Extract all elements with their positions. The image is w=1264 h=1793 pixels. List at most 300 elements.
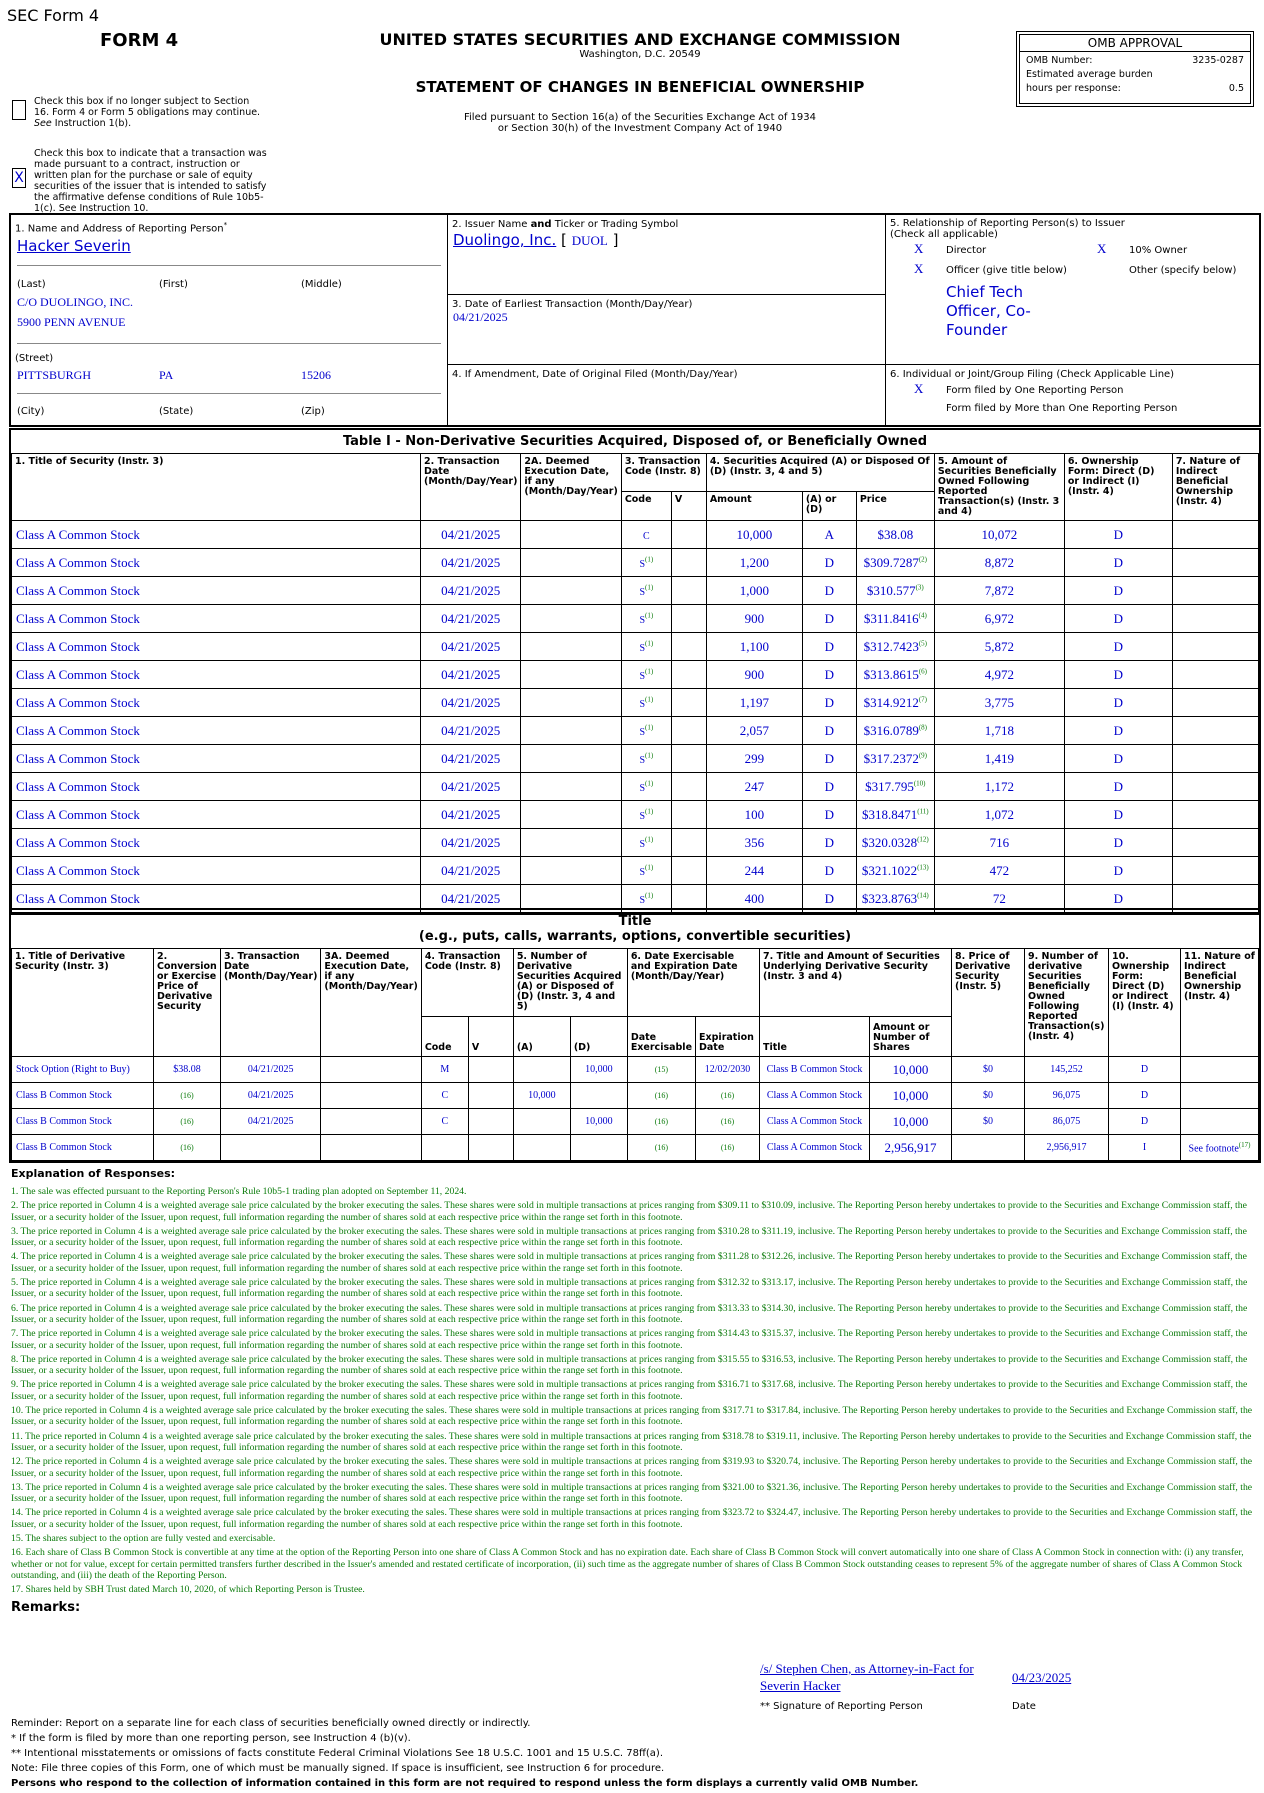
t1-code-value: S [639, 614, 645, 626]
t1-amount-cell: 100 [706, 801, 802, 829]
t2-v-cell [468, 1135, 513, 1161]
t1-nature-cell [1172, 577, 1258, 605]
t1-owned-cell: 5,872 [934, 633, 1064, 661]
t1-nature-cell [1172, 521, 1258, 549]
t1-code-footnote: (1) [645, 583, 654, 592]
t1-ad-cell: D [802, 717, 856, 745]
t1-deemed-cell [521, 801, 621, 829]
earliest-date: 04/21/2025 [453, 310, 508, 324]
t1-ad-cell: D [802, 605, 856, 633]
table1-title: Table I - Non-Derivative Securities Acquired, Disposed of, or Beneficially Owned [342, 434, 928, 449]
table2-container [9, 908, 1261, 1163]
t1-code-footnote: (1) [645, 639, 654, 648]
t1-amount-cell: 900 [706, 605, 802, 633]
checkbox-10b5-1-text: Check this box to indicate that a transaction was made pursuant to a contract, instruction or written plan for the purchase or sale of equity securities of the issuer that is intended to satisfy the affirmative defense conditions of Rule 10b5-1(c). See Instruction 10. [34, 148, 267, 214]
t1-title-cell: Class A Common Stock [12, 829, 421, 857]
t1-price-footnote: (2) [918, 555, 928, 564]
t1-v-cell [671, 633, 706, 661]
t1-nature-cell [1172, 857, 1258, 885]
t1-price-cell [856, 661, 934, 689]
form-title: FORM 4 [100, 30, 179, 51]
t2-h3: 3. Transaction Date (Month/Day/Year) [221, 949, 321, 1057]
t1-nature-cell [1172, 745, 1258, 773]
t1-date-cell: 04/21/2025 [421, 605, 521, 633]
t1-owned-cell: 1,718 [934, 717, 1064, 745]
t2-h4: 4. Transaction Code (Instr. 8) [421, 949, 513, 1017]
agency-city: Washington, D.C. 20549 [579, 49, 701, 60]
t1-v-cell [671, 689, 706, 717]
table1-row [12, 829, 1259, 857]
t2-code: Code [421, 1017, 468, 1057]
t1-v-cell [671, 829, 706, 857]
t2-h9: 9. Number of derivative Securities Beneficially Owned Following Reported Transaction(s) (Instr. 4) [1025, 949, 1109, 1057]
t1-v-cell [671, 717, 706, 745]
t1-price-cell [856, 605, 934, 633]
table1-row [12, 857, 1259, 885]
t2-date-cell [221, 1135, 321, 1161]
t1-code-footnote: (1) [645, 891, 654, 900]
footnote-item: 9. The price reported in Column 4 is a weighted average sale price calculated by the broker executing the sales. These shares were sold in multiple transactions at prices ranging from $316.71 to $317.68, inclusive. The Reporting Person hereby undertakes to provide to the Securities and Exchange Commission staff, the Issuer, or a security holder of the Issuer, upon request, full information regarding the number of shares sold at each respective price within the range set forth in this footnote. [11, 1379, 1248, 1402]
t2-v-cell [468, 1109, 513, 1135]
t1-code-footnote: (1) [645, 863, 654, 872]
t2-deemed-cell [321, 1057, 421, 1083]
omb-burden-label: Estimated average burden [1026, 69, 1153, 80]
t1-code-footnote: (1) [645, 751, 654, 760]
filing-one-label: Form filed by One Reporting Person [946, 385, 1124, 396]
footnote-item: 7. The price reported in Column 4 is a weighted average sale price calculated by the broker executing the sales. These shares were sold in multiple transactions at prices ranging from $314.43 to $315.37, inclusive. The Reporting Person hereby undertakes to provide to the Securities and Exchange Commission staff, the Issuer, or a security holder of the Issuer, upon request, full information regarding the number of shares sold at each respective price within the range set forth in this footnote. [11, 1328, 1248, 1351]
t1-code: Code [621, 492, 671, 521]
footnote-item: 8. The price reported in Column 4 is a weighted average sale price calculated by the broker executing the sales. These shares were sold in multiple transactions at prices ranging from $315.55 to $316.53, inclusive. The Reporting Person hereby undertakes to provide to the Securities and Exchange Commission staff, the Issuer, or a security holder of the Issuer, upon request, full information regarding the number of shares sold at each respective price within the range set forth in this footnote. [11, 1353, 1248, 1377]
checkbox-10b5-1[interactable]: X [12, 168, 26, 188]
t2-title: Title [760, 1017, 870, 1057]
t1-form-cell: D [1064, 549, 1172, 577]
t1-price-cell [856, 633, 934, 661]
t1-amount-cell: 244 [706, 857, 802, 885]
t2-h3a: 3A. Deemed Execution Date, if any (Month/Day/Year) [321, 949, 421, 1057]
filing-more-label: Form filed by More than One Reporting Person [946, 403, 1178, 414]
table1-row [12, 801, 1259, 829]
t1-ad-cell: D [802, 549, 856, 577]
t1-code-value: S [639, 810, 645, 822]
t1-date-cell: 04/21/2025 [421, 549, 521, 577]
t2-uamt-cell: 2,956,917 [870, 1135, 952, 1161]
t1-date-cell: 04/21/2025 [421, 745, 521, 773]
t1-code-cell [621, 745, 671, 773]
last-label: (Last) [17, 279, 46, 290]
footnote-item: 1. The sale was effected pursuant to the Reporting Person's Rule 10b5-1 trading plan adopted on September 11, 2024. [11, 1186, 467, 1197]
t1-amount-cell: 900 [706, 661, 802, 689]
zip-label: (Zip) [301, 406, 325, 417]
t1-price-value: $316.0789 [863, 722, 919, 738]
t1-price-cell [856, 521, 934, 549]
t1-price-footnote: (12) [917, 835, 929, 844]
amendment-box [448, 365, 886, 425]
footnote-item: 12. The price reported in Column 4 is a weighted average sale price calculated by the broker executing the sales. These shares were sold in multiple transactions at prices ranging from $319.93 to $320.74, inclusive. The Reporting Person hereby undertakes to provide to the Securities and Exchange Commission staff, the Issuer, or a security holder of the Issuer, upon request, full information regarding the number of shares sold at each respective price within the range set forth in this footnote. [11, 1456, 1253, 1479]
t1-code-value: C [642, 530, 650, 542]
t1-code-value: S [639, 586, 645, 598]
t1-v-cell [671, 801, 706, 829]
t1-date-cell: 04/21/2025 [421, 661, 521, 689]
t1-date-cell: 04/21/2025 [421, 521, 521, 549]
t1-price-value: $312.7423 [863, 638, 919, 654]
t1-code-value: S [639, 838, 645, 850]
t2-form-cell: I [1109, 1135, 1181, 1161]
t2-code-cell [421, 1135, 468, 1161]
table1-row [12, 773, 1259, 801]
t1-form-cell: D [1064, 633, 1172, 661]
date-label: Date [1012, 1701, 1036, 1712]
t1-v: V [671, 492, 706, 521]
t1-amount-cell: 1,200 [706, 549, 802, 577]
officer-label: Officer (give title below) [946, 265, 1067, 276]
issuer-ticker: DUOL [571, 233, 608, 248]
t1-price-footnote: (6) [918, 667, 928, 676]
t2-price-cell: $0 [952, 1057, 1025, 1083]
table1-row [12, 661, 1259, 689]
t1-code-value: S [639, 782, 645, 794]
first-label: (First) [159, 279, 188, 290]
t1-v-cell [671, 857, 706, 885]
t1-title-cell: Class A Common Stock [12, 633, 421, 661]
top-label: SEC Form 4 [7, 6, 100, 25]
omb-title: OMB APPROVAL [1020, 35, 1250, 52]
t1-form-cell: D [1064, 577, 1172, 605]
address-line2: 5900 PENN AVENUE [17, 315, 126, 329]
footnote-item: 4. The price reported in Column 4 is a weighted average sale price calculated by the broker executing the sales. These shares were sold in multiple transactions at prices ranging from $311.28 to $312.26, inclusive. The Reporting Person hereby undertakes to provide to the Securities and Exchange Commission staff, the Issuer, or a security holder of the Issuer, upon request, full information regarding the number of shares sold at each respective price within the range set forth in this footnote. [11, 1251, 1247, 1274]
t2-date-ex: Date Exercisable [627, 1017, 695, 1057]
explanation-section [11, 1167, 1256, 1615]
t2-amt: Amount or Number of Shares [870, 1017, 952, 1057]
reporting-info-section [9, 213, 1261, 427]
t1-code-value: S [639, 642, 645, 654]
t1-owned-cell: 7,872 [934, 577, 1064, 605]
t1-nature-cell [1172, 661, 1258, 689]
t1-code-footnote: (1) [645, 723, 654, 732]
t1-owned-cell: 1,072 [934, 801, 1064, 829]
table1-row [12, 521, 1259, 549]
t2-price-cell: $0 [952, 1083, 1025, 1109]
state-label: (State) [159, 406, 194, 417]
t2-a: (A) [513, 1017, 570, 1057]
t2-h5: 5. Number of Derivative Securities Acquired (A) or Disposed of (D) (Instr. 3, 4 and 5) [513, 949, 627, 1017]
t1-code-cell [621, 521, 671, 549]
t1-owned-cell: 1,172 [934, 773, 1064, 801]
t1-amount-cell: 356 [706, 829, 802, 857]
t2-d: (D) [570, 1017, 627, 1057]
t1-form-cell: D [1064, 661, 1172, 689]
t1-price-cell [856, 745, 934, 773]
t2-uamt-cell: 10,000 [870, 1109, 952, 1135]
signature-label: ** Signature of Reporting Person [760, 1701, 923, 1712]
t1-nature-cell [1172, 605, 1258, 633]
t1-ad-cell: D [802, 633, 856, 661]
footnote-item: 3. The price reported in Column 4 is a weighted average sale price calculated by the broker executing the sales. These shares were sold in multiple transactions at prices ranging from $310.28 to $311.19, inclusive. The Reporting Person hereby undertakes to provide to the Securities and Exchange Commission staff, the Issuer, or a security holder of the Issuer, upon request, full information regarding the number of shares sold at each respective price within the range set forth in this footnote. [11, 1225, 1247, 1249]
t1-nature-cell [1172, 633, 1258, 661]
t1-h2a: 2A. Deemed Execution Date, if any (Month/Day/Year) [521, 454, 621, 521]
t1-deemed-cell [521, 773, 621, 801]
table1-row [12, 717, 1259, 745]
t1-form-cell: D [1064, 773, 1172, 801]
t1-price-value: $320.0328 [861, 834, 918, 850]
t1-owned-cell: 3,775 [934, 689, 1064, 717]
t1-title-cell: Class A Common Stock [12, 661, 421, 689]
filing-one-x: X [914, 381, 924, 396]
owner10-label: 10% Owner [1129, 245, 1188, 256]
reporting-person-name[interactable]: Hacker Severin [17, 237, 131, 255]
t1-h6: 6. Ownership Form: Direct (D) or Indirect (I) (Instr. 4) [1064, 454, 1172, 521]
table2-row [12, 1135, 1259, 1161]
footnote-item: 13. The price reported in Column 4 is a weighted average sale price calculated by the broker executing the sales. These shares were sold in multiple transactions at prices ranging from $321.00 to $321.36, inclusive. The Reporting Person hereby undertakes to provide to the Securities and Exchange Commission staff, the Issuer, or a security holder of the Issuer, upon request, full information regarding the number of shares sold at each respective price within the range set forth in this footnote. [11, 1481, 1253, 1505]
t2-conv-cell: (16) [154, 1109, 221, 1135]
t1-code-value: S [639, 698, 645, 710]
t1-deemed-cell [521, 829, 621, 857]
t1-price-cell [856, 577, 934, 605]
director-label: Director [946, 245, 987, 256]
footnote-item: 15. The shares subject to the option are fully vested and exercisable. [11, 1533, 276, 1545]
t1-ad-cell: D [802, 857, 856, 885]
t1-code-value: S [639, 866, 645, 878]
t2-form-cell: D [1109, 1109, 1181, 1135]
t1-deemed-cell [521, 521, 621, 549]
t1-owned-cell: 8,872 [934, 549, 1064, 577]
t2-owned-cell: 145,252 [1025, 1057, 1109, 1083]
t1-code-cell [621, 717, 671, 745]
t2-utitle-cell: Class A Common Stock [760, 1109, 870, 1135]
t1-price-cell [856, 801, 934, 829]
t1-ad-cell: D [802, 773, 856, 801]
t1-price-cell [856, 549, 934, 577]
t2-title-cell: Class B Common Stock [12, 1083, 154, 1109]
t1-price-cell [856, 829, 934, 857]
t1-h7: 7. Nature of Indirect Beneficial Ownership (Instr. 4) [1172, 454, 1258, 521]
footnote-item: 11. The price reported in Column 4 is a weighted average sale price calculated by the broker executing the sales. These shares were sold in multiple transactions at prices ranging from $318.78 to $319.11, inclusive. The Reporting Person hereby undertakes to provide to the Securities and Exchange Commission staff, the Issuer, or a security holder of the Issuer, upon request, full information regarding the number of shares sold at each respective price within the range set forth in this footnote. [11, 1430, 1252, 1453]
t1-form-cell: D [1064, 605, 1172, 633]
t2-conv-cell: (16) [154, 1083, 221, 1109]
t1-h4: 4. Securities Acquired (A) or Disposed Of (D) (Instr. 3, 4 and 5) [706, 454, 934, 492]
t1-ad-cell: D [802, 577, 856, 605]
t1-price-cell [856, 717, 934, 745]
t1-code-footnote: (1) [645, 667, 654, 676]
t1-form-cell: D [1064, 521, 1172, 549]
t2-nature-cell [1181, 1057, 1259, 1083]
t2-code-cell: C [421, 1109, 468, 1135]
t2-dex-cell: (15) [627, 1057, 695, 1083]
table1-row [12, 633, 1259, 661]
t1-code-cell [621, 689, 671, 717]
t1-h1: 1. Title of Security (Instr. 3) [12, 454, 421, 521]
t2-conv-cell: (16) [154, 1135, 221, 1161]
t1-title-cell: Class A Common Stock [12, 857, 421, 885]
t1-date-cell: 04/21/2025 [421, 885, 521, 913]
omb-number: 3235-0287 [1192, 55, 1244, 66]
t1-deemed-cell [521, 857, 621, 885]
t1-amount-cell: 10,000 [706, 521, 802, 549]
t1-code-cell [621, 549, 671, 577]
checkbox-section16-text: Check this box if no longer subject to Section 16. Form 4 or Form 5 obligations may continue. See Instruction 1(b). [34, 96, 261, 129]
t1-v-cell [671, 661, 706, 689]
t1-deemed-cell [521, 577, 621, 605]
earliest-label: 3. Date of Earliest Transaction (Month/Day/Year) [452, 299, 693, 310]
t2-dex-cell: (16) [627, 1109, 695, 1135]
t2-code-cell: M [421, 1057, 468, 1083]
t2-exp-cell: 12/02/2030 [696, 1057, 760, 1083]
t1-aord: (A) or (D) [802, 492, 856, 521]
t1-date-cell: 04/21/2025 [421, 829, 521, 857]
zip-value: 15206 [301, 368, 331, 382]
t1-amount-cell: 400 [706, 885, 802, 913]
t2-price-cell: $0 [952, 1109, 1025, 1135]
t2-h1: 1. Title of Derivative Security (Instr. 3) [12, 949, 154, 1057]
footnote-item: 17. Shares held by SBH Trust dated March 10, 2020, of which Reporting Person is Trustee. [11, 1584, 365, 1596]
t2-exp: Expiration Date [696, 1017, 760, 1057]
officer-title: Chief Tech Officer, Co-Founder [946, 283, 1031, 339]
other-label: Other (specify below) [1129, 265, 1237, 276]
t2-h11: 11. Nature of Indirect Beneficial Ownership (Instr. 4) [1181, 949, 1259, 1057]
t1-price-value: $311.8416 [863, 610, 919, 626]
table2-row [12, 1109, 1259, 1135]
t1-price-value: $317.2372 [863, 750, 919, 766]
t2-utitle-cell: Class B Common Stock [760, 1057, 870, 1083]
t2-date-cell: 04/21/2025 [221, 1057, 321, 1083]
t1-code-cell [621, 801, 671, 829]
t1-v-cell [671, 605, 706, 633]
t2-exp-cell: (16) [696, 1109, 760, 1135]
t2-d-cell: 10,000 [570, 1109, 627, 1135]
t1-price-footnote: (8) [918, 723, 928, 732]
t1-owned-cell: 716 [934, 829, 1064, 857]
table2-title: Title (e.g., puts, calls, warrants, options, convertible securities) [418, 914, 852, 944]
t2-exp-cell: (16) [696, 1083, 760, 1109]
bottom-notes [11, 1716, 1256, 1791]
t1-code-cell [621, 857, 671, 885]
t1-title-cell: Class A Common Stock [12, 801, 421, 829]
footnote-item: 5. The price reported in Column 4 is a weighted average sale price calculated by the broker executing the sales. These shares were sold in multiple transactions at prices ranging from $312.32 to $313.17, inclusive. The Reporting Person hereby undertakes to provide to the Securities and Exchange Commission staff, the Issuer, or a security holder of the Issuer, upon request, full information regarding the number of shares sold at each respective price within the range set forth in this footnote. [11, 1277, 1248, 1300]
t1-price-footnote: (9) [918, 751, 928, 760]
issuer-box [448, 215, 886, 295]
t1-owned-cell: 72 [934, 885, 1064, 913]
t1-title-cell: Class A Common Stock [12, 885, 421, 913]
footnote-item: 2. The price reported in Column 4 is a weighted average sale price calculated by the broker executing the sales. These shares were sold in multiple transactions at prices ranging from $309.11 to $310.09, inclusive. The Reporting Person hereby undertakes to provide to the Securities and Exchange Commission staff, the Issuer, or a security holder of the Issuer, upon request, full information regarding the number of shares sold at each respective price within the range set forth in this footnote. [11, 1200, 1247, 1223]
t1-code-footnote: (1) [645, 779, 654, 788]
footnote-item: 14. The price reported in Column 4 is a weighted average sale price calculated by the broker executing the sales. These shares were sold in multiple transactions at prices ranging from $323.72 to $324.47, inclusive. The Reporting Person hereby undertakes to provide to the Securities and Exchange Commission staff, the Issuer, or a security holder of the Issuer, upon request, full information regarding the number of shares sold at each respective price within the range set forth in this footnote. [11, 1507, 1253, 1530]
t2-utitle-cell: Class A Common Stock [760, 1135, 870, 1161]
relationship-box [886, 215, 1259, 365]
omb-number-label: OMB Number: [1026, 55, 1093, 66]
bottom-note-bold: Persons who respond to the collection of information contained in this form are not required to respond unless the form displays a currently valid OMB Number. [11, 1778, 919, 1789]
t1-title-cell: Class A Common Stock [12, 577, 421, 605]
t1-deemed-cell [521, 549, 621, 577]
t1-nature-cell [1172, 829, 1258, 857]
t2-v-cell [468, 1083, 513, 1109]
t1-price-value: $310.577 [866, 582, 916, 598]
t1-nature-cell [1172, 549, 1258, 577]
t1-price-footnote: (13) [917, 863, 929, 872]
t1-v-cell [671, 549, 706, 577]
t1-ad-cell: D [802, 689, 856, 717]
t1-code-cell [621, 773, 671, 801]
t1-title-cell: Class A Common Stock [12, 717, 421, 745]
t1-code-cell [621, 633, 671, 661]
t2-date-cell: 04/21/2025 [221, 1083, 321, 1109]
table1-container [9, 428, 1261, 915]
t2-title-cell: Class B Common Stock [12, 1109, 154, 1135]
t2-v: V [468, 1017, 513, 1057]
t1-code-value: S [639, 670, 645, 682]
t1-form-cell: D [1064, 801, 1172, 829]
t1-price-footnote: (10) [913, 779, 926, 788]
t2-deemed-cell [321, 1109, 421, 1135]
t2-nature-cell [1181, 1083, 1259, 1109]
issuer-name[interactable]: Duolingo, Inc. [453, 231, 557, 249]
t2-exp-cell: (16) [696, 1135, 760, 1161]
t2-uamt-cell: 10,000 [870, 1083, 952, 1109]
t1-amount-cell: 1,100 [706, 633, 802, 661]
t1-deemed-cell [521, 745, 621, 773]
t2-title-cell: Stock Option (Right to Buy) [12, 1057, 154, 1083]
t2-nature-value: See footnote [1188, 1143, 1239, 1155]
t1-code-value: S [639, 726, 645, 738]
t2-form-cell: D [1109, 1083, 1181, 1109]
t1-owned-cell: 472 [934, 857, 1064, 885]
checkbox-section16[interactable] [12, 100, 26, 123]
t1-nature-cell [1172, 773, 1258, 801]
owner10-x: X [1097, 241, 1107, 256]
t1-code-value: S [639, 754, 645, 766]
remarks-title: Remarks: [11, 1599, 81, 1615]
t1-owned-cell: 4,972 [934, 661, 1064, 689]
t1-h5: 5. Amount of Securities Beneficially Owned Following Reported Transaction(s) (Instr. 3 and 4) [934, 454, 1064, 521]
t1-date-cell: 04/21/2025 [421, 773, 521, 801]
t1-price-footnote: (3) [915, 583, 924, 592]
t2-h6: 6. Date Exercisable and Expiration Date (Month/Day/Year) [627, 949, 759, 1017]
t1-price-footnote: (7) [918, 695, 928, 704]
filing-box [886, 365, 1259, 425]
t1-date-cell: 04/21/2025 [421, 577, 521, 605]
t2-d-cell [570, 1135, 627, 1161]
t2-a-cell [513, 1057, 570, 1083]
t1-v-cell [671, 773, 706, 801]
t1-date-cell: 04/21/2025 [421, 857, 521, 885]
t1-ad-cell: D [802, 801, 856, 829]
table1-row [12, 577, 1259, 605]
t1-title-cell: Class A Common Stock [12, 549, 421, 577]
t1-form-cell: D [1064, 829, 1172, 857]
table1 [11, 453, 1259, 913]
t2-a-cell [513, 1109, 570, 1135]
reporting-label: 1. Name and Address of Reporting Person* [15, 221, 228, 235]
t1-title-cell: Class A Common Stock [12, 605, 421, 633]
officer-x: X [914, 261, 924, 276]
t1-date-cell: 04/21/2025 [421, 717, 521, 745]
t1-price-footnote: (14) [917, 891, 929, 900]
t1-owned-cell: 6,972 [934, 605, 1064, 633]
t1-price-value: $38.08 [877, 526, 914, 542]
table2 [11, 948, 1259, 1161]
t2-code-cell: C [421, 1083, 468, 1109]
t1-form-cell: D [1064, 857, 1172, 885]
table1-row [12, 549, 1259, 577]
signature-date: 04/23/2025 [1012, 1670, 1072, 1685]
t1-price-footnote: (11) [917, 807, 929, 816]
t2-h8: 8. Price of Derivative Security (Instr. 5) [952, 949, 1025, 1057]
t2-utitle-cell: Class A Common Stock [760, 1083, 870, 1109]
t2-h7: 7. Title and Amount of Securities Underlying Derivative Security (Instr. 3 and 4) [760, 949, 952, 1017]
t1-title-cell: Class A Common Stock [12, 521, 421, 549]
t1-form-cell: D [1064, 885, 1172, 913]
bottom-note-4: Note: File three copies of this Form, one of which must be manually signed. If space is insufficient, see Instruction 6 for procedure. [11, 1763, 665, 1774]
bottom-note-1: Reminder: Report on a separate line for each class of securities beneficially owned directly or indirectly. [11, 1718, 531, 1729]
t2-owned-cell: 96,075 [1025, 1083, 1109, 1109]
